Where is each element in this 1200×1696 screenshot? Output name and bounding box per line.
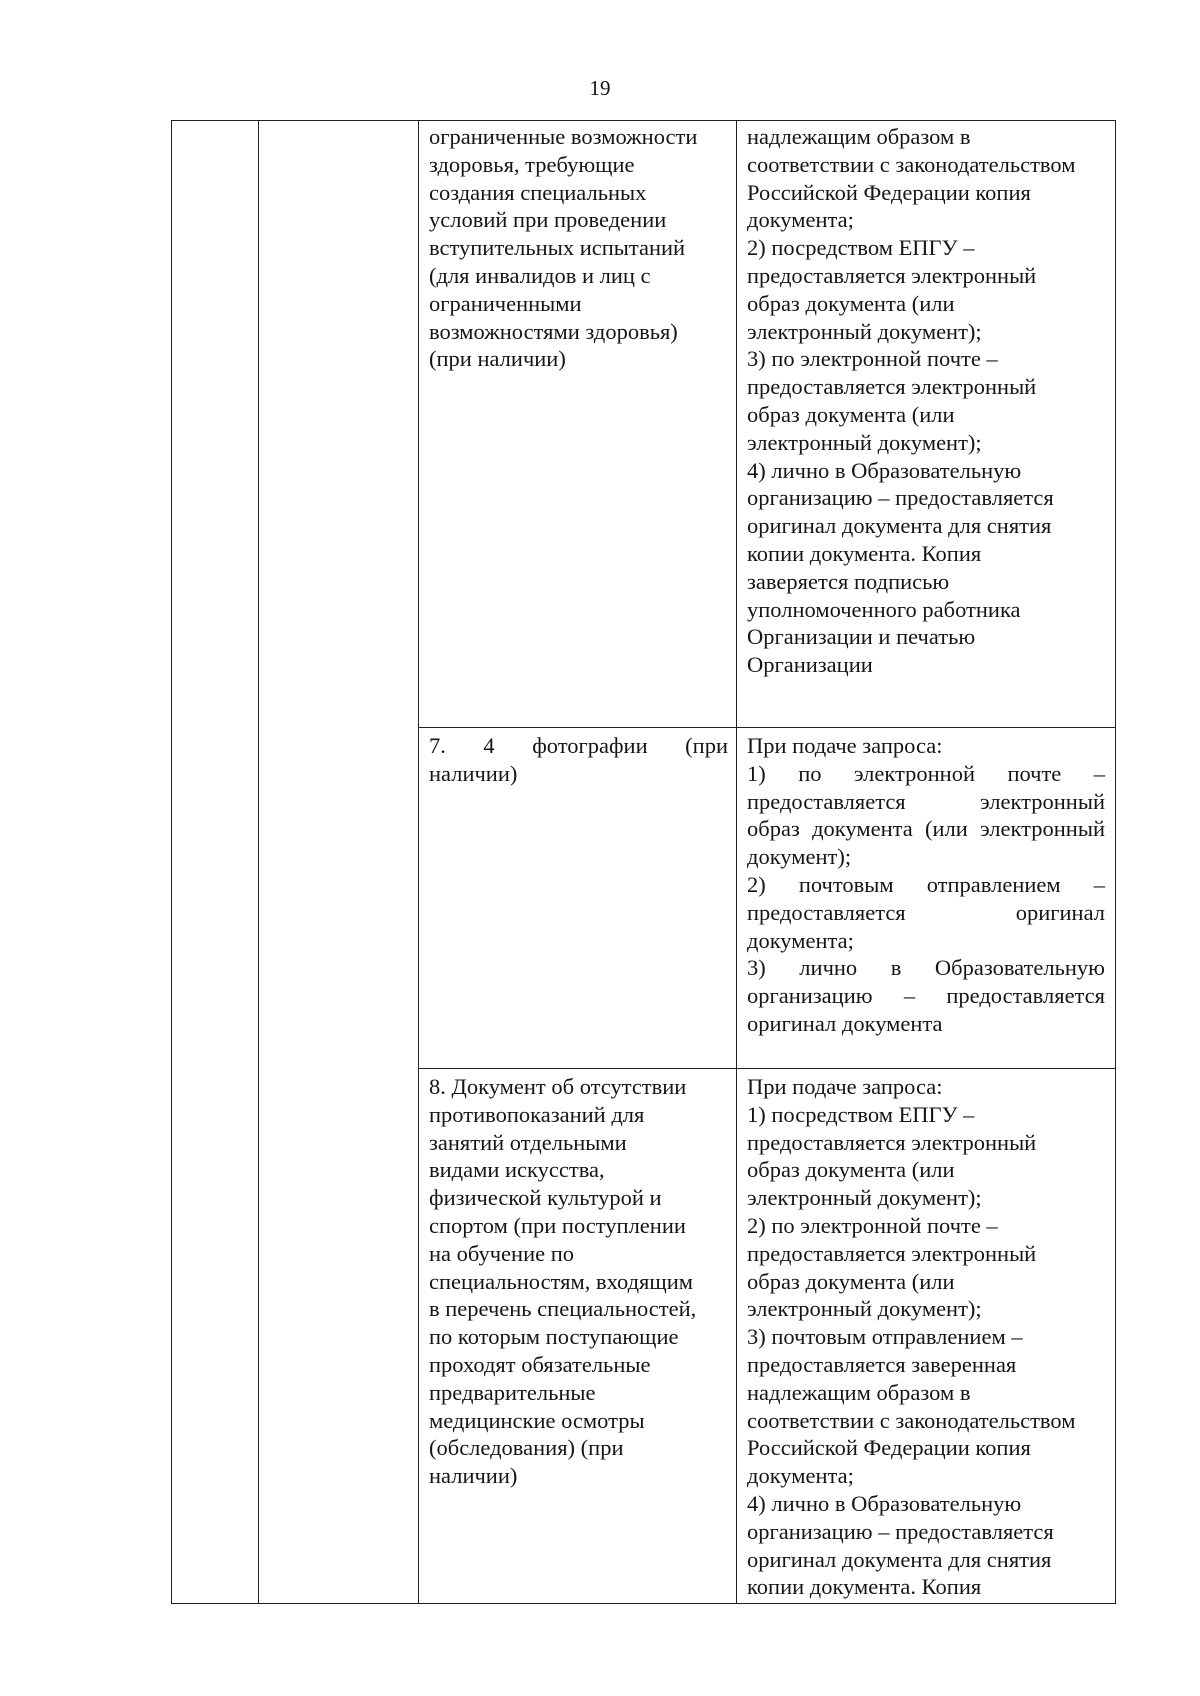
text-line: соответствии с законодательством bbox=[747, 151, 1076, 177]
empty-cell-service bbox=[259, 121, 419, 1604]
text-line: оригинал документа для снятия bbox=[747, 513, 1052, 539]
document-name-cell bbox=[419, 728, 737, 1069]
text-line: 3) по электронной почте – bbox=[747, 346, 998, 372]
text-line: Российской Федерации копия bbox=[747, 179, 1031, 205]
text-line: ограниченные возможности bbox=[429, 124, 698, 149]
text-line: образ документа (или bbox=[747, 290, 955, 316]
text-line: 4) лично в Образовательную bbox=[747, 457, 1022, 483]
text-line: организацию – предоставляется bbox=[747, 485, 1054, 511]
text-line: Организации bbox=[747, 652, 873, 678]
text-line: 2) почтовым отправлением – bbox=[747, 871, 1105, 897]
text-line: оригинал документа для снятия bbox=[747, 1546, 1052, 1572]
text-line: электронный документ); bbox=[747, 1185, 982, 1211]
text-line: документа; bbox=[747, 927, 854, 953]
text-line: 2) по электронной почте – bbox=[747, 1212, 998, 1238]
text-line: электронный документ); bbox=[747, 429, 982, 455]
text-line: по которым поступающие bbox=[429, 1324, 679, 1350]
text-line: надлежащим образом в bbox=[747, 124, 971, 149]
text-line: При подаче запроса: bbox=[747, 733, 943, 758]
table-row bbox=[172, 121, 1116, 728]
text-line: занятий отдельными bbox=[429, 1129, 627, 1155]
text-line: здоровья, требующие bbox=[429, 151, 635, 177]
text-line: (обследования) (при bbox=[429, 1435, 624, 1461]
text-line: документа; bbox=[747, 207, 854, 233]
text-line: предварительные bbox=[429, 1379, 596, 1405]
text-line: копии документа. Копия bbox=[747, 1574, 982, 1600]
submission-method-cell bbox=[737, 121, 1116, 728]
text-line: предоставляется электронный bbox=[747, 1240, 1037, 1266]
text-line: Организации и печатью bbox=[747, 624, 976, 650]
text-line: возможностями здоровья) bbox=[429, 318, 678, 344]
text-line: образ документа (или bbox=[747, 401, 955, 427]
text-line: При подаче запроса: bbox=[747, 1074, 943, 1099]
text-line: 3) почтовым отправлением – bbox=[747, 1324, 1023, 1350]
page-number: 19 bbox=[589, 76, 611, 100]
text-line: медицинские осмотры bbox=[429, 1407, 645, 1433]
text-line: проходят обязательные bbox=[429, 1351, 651, 1377]
text-line: предоставляется электронный bbox=[747, 262, 1037, 288]
text-line: предоставляется электронный bbox=[747, 788, 1105, 814]
text-line: организацию – предоставляется bbox=[747, 1518, 1054, 1544]
text-line: организацию – предоставляется bbox=[747, 983, 1105, 1009]
text-line: документ); bbox=[747, 844, 852, 870]
empty-cell-number bbox=[172, 121, 259, 1604]
text-line: в перечень специальностей, bbox=[429, 1296, 697, 1322]
text-line: 2) посредством ЕПГУ – bbox=[747, 235, 975, 261]
submission-method-cell bbox=[737, 728, 1116, 1069]
text-line: спортом (при поступлении bbox=[429, 1212, 686, 1238]
text-line: копии документа. Копия bbox=[747, 540, 982, 566]
text-line: противопоказаний для bbox=[429, 1101, 645, 1127]
text-line: образ документа (или bbox=[747, 1268, 955, 1294]
text-line: образ документа (или электронный bbox=[747, 816, 1105, 842]
text-line: наличии) bbox=[429, 1463, 518, 1489]
text-line: соответствии с законодательством bbox=[747, 1407, 1076, 1433]
text-line: на обучение по bbox=[429, 1240, 575, 1266]
text-line: Российской Федерации копия bbox=[747, 1435, 1031, 1461]
text-line: 7. 4 фотографии (при bbox=[429, 733, 728, 758]
text-line: 8. Документ об отсутствии bbox=[429, 1074, 687, 1099]
text-line: специальностям, входящим bbox=[429, 1268, 694, 1294]
text-line: электронный документ); bbox=[747, 318, 982, 344]
text-line: предоставляется оригинал bbox=[747, 899, 1105, 925]
text-line: видами искусства, bbox=[429, 1157, 605, 1183]
text-line: 3) лично в Образовательную bbox=[747, 955, 1105, 981]
text-line: 1) посредством ЕПГУ – bbox=[747, 1101, 975, 1127]
text-line: ограниченными bbox=[429, 290, 582, 316]
document-name-cell bbox=[419, 121, 737, 728]
text-line: заверяется подписью bbox=[747, 568, 950, 594]
text-line: документа; bbox=[747, 1463, 854, 1489]
text-line: 1) по электронной почте – bbox=[747, 760, 1105, 786]
submission-method-cell bbox=[737, 1069, 1116, 1604]
document-name-cell bbox=[419, 1069, 737, 1604]
text-line: уполномоченного работника bbox=[747, 596, 1021, 622]
text-line: предоставляется электронный bbox=[747, 1129, 1037, 1155]
text-line: (при наличии) bbox=[429, 346, 566, 372]
text-line: 4) лично в Образовательную bbox=[747, 1490, 1022, 1516]
text-line: наличии) bbox=[429, 760, 518, 786]
text-line: (для инвалидов и лиц с bbox=[429, 262, 651, 288]
text-line: предоставляется электронный bbox=[747, 374, 1037, 400]
text-line: создания специальных bbox=[429, 179, 647, 205]
text-line: электронный документ); bbox=[747, 1296, 982, 1322]
text-line: образ документа (или bbox=[747, 1157, 955, 1183]
text-line: предоставляется заверенная bbox=[747, 1351, 1017, 1377]
text-line: вступительных испытаний bbox=[429, 235, 686, 261]
text-line: физической культурой и bbox=[429, 1185, 662, 1211]
text-line: условий при проведении bbox=[429, 207, 667, 233]
documents-table bbox=[171, 120, 1116, 1604]
text-line: надлежащим образом в bbox=[747, 1379, 971, 1405]
text-line: оригинал документа bbox=[747, 1010, 943, 1036]
